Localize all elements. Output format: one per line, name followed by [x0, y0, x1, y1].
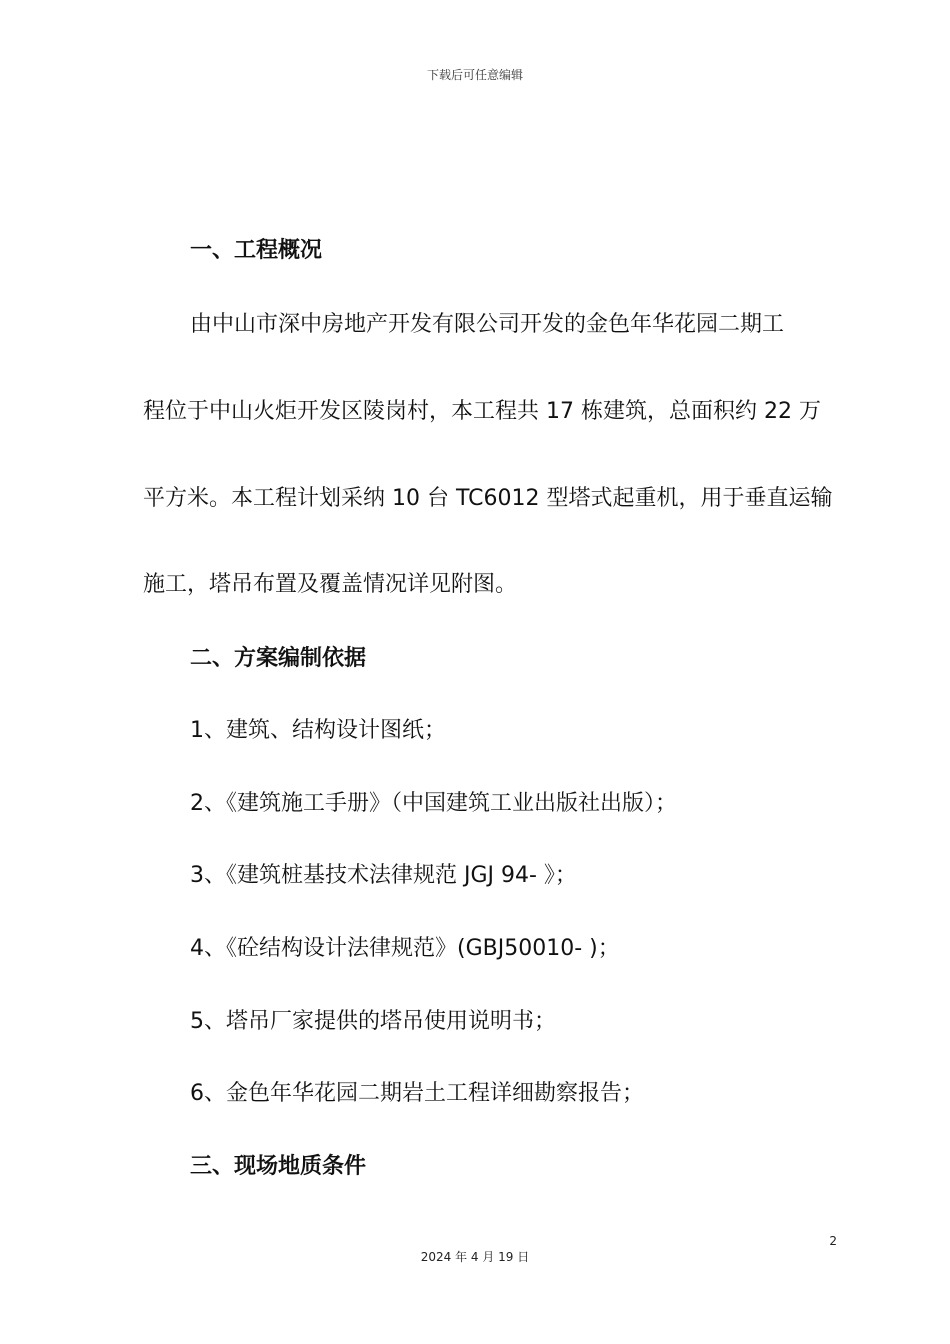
basis-item: 6、金色年华花园二期岩土工程详细勘察报告；	[190, 1081, 644, 1106]
header-note: 下载后可任意编辑	[426, 68, 523, 82]
overview-paragraph-line-1: 由中山市深中房地产开发有限公司开发的金色年华花园二期工	[190, 312, 785, 337]
page-number: 2	[829, 1234, 837, 1248]
basis-item: 1、建筑、结构设计图纸；	[190, 718, 446, 743]
basis-item: 3、《建筑桩基技术法律规范 JGJ 94- 》；	[190, 863, 577, 888]
basis-item: 2、《建筑施工手册》（中国建筑工业出版社出版）；	[190, 791, 677, 816]
basis-item: 5、塔吊厂家提供的塔吊使用说明书；	[190, 1009, 556, 1034]
overview-paragraph-line-4: 施工，塔吊布置及覆盖情况详见附图。	[143, 572, 518, 597]
footer-date: 2024 年 4 月 19 日	[420, 1250, 530, 1264]
overview-paragraph-line-2: 程位于中山火炬开发区陵岗村，本工程共 17 栋建筑，总面积约 22 万	[143, 399, 821, 424]
overview-paragraph-line-3: 平方米。本工程计划采纳 10 台 TC6012 型塔式起重机，用于垂直运输	[143, 486, 833, 511]
section-heading-basis: 二、方案编制依据	[190, 646, 367, 671]
section-heading-geology: 三、现场地质条件	[190, 1154, 367, 1179]
basis-item: 4、《砼结构设计法律规范》(GBJ50010- )；	[190, 936, 620, 961]
section-heading-overview: 一、工程概况	[190, 238, 323, 263]
